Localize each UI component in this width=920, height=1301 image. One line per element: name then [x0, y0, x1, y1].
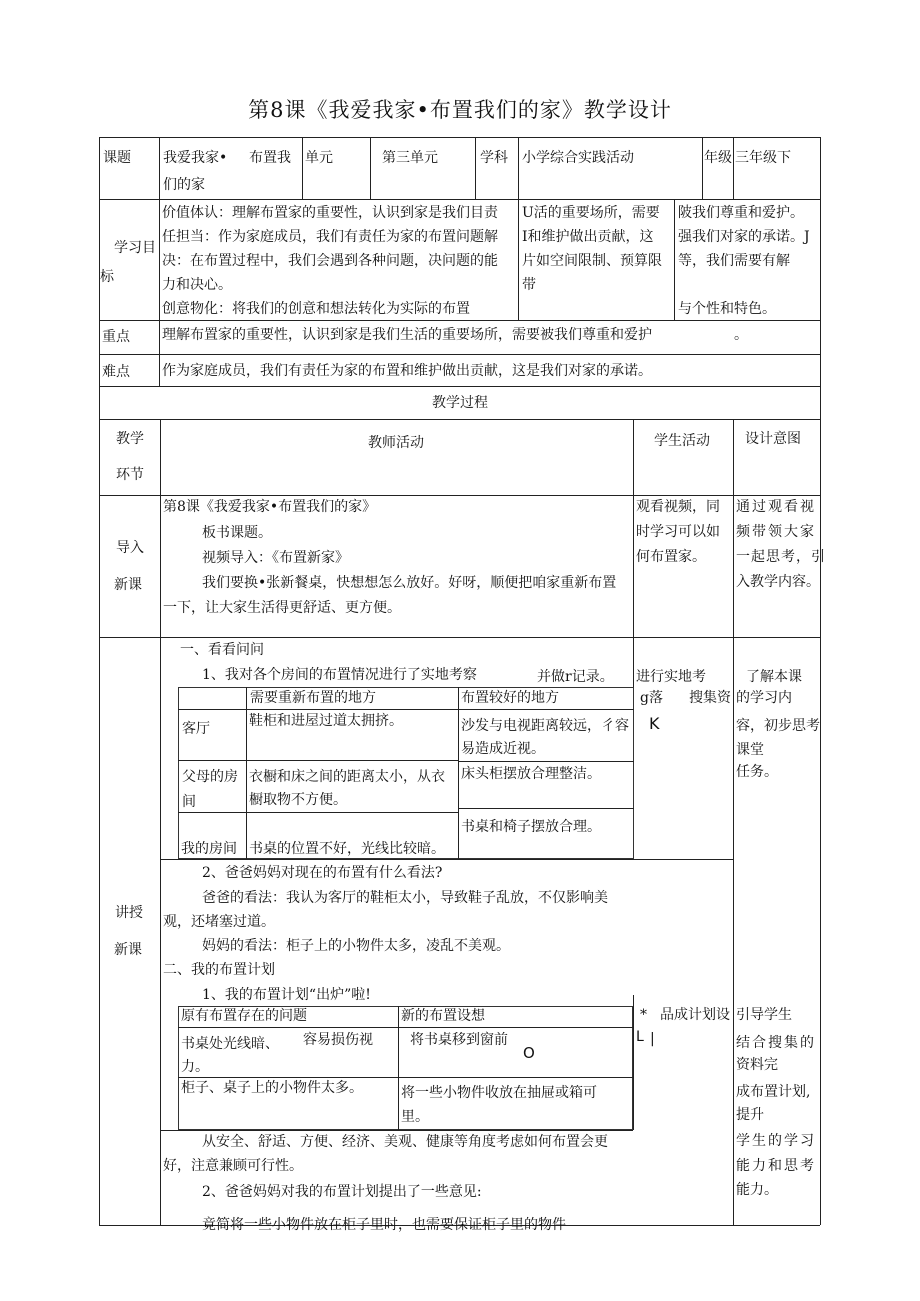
section-1-item-tail: 并做r记录。 — [537, 669, 614, 685]
good-living: 沙发与电视距离较远，彳容 — [461, 718, 629, 734]
col-teacher: 教师活动 — [368, 435, 424, 451]
new-items-2: 里。 — [401, 1109, 429, 1125]
room-parents-2: 间 — [182, 794, 196, 810]
unit-label: 单元 — [305, 150, 333, 166]
need-parents-2: 橱取物不方便。 — [249, 792, 347, 808]
need-parents: 衣橱和床之间的距离太小，从衣 — [249, 769, 445, 785]
key-point-text: 理解布置家的重要性，认识到家是我们生活的重要场所，需要被我们尊重和爱护 — [162, 327, 652, 343]
key-point-tail: 。 — [734, 327, 748, 343]
topic-value: 我爱我家• — [163, 150, 228, 166]
good-parents: 床头柜摆放合理整洁。 — [461, 766, 601, 782]
lecture-stage: 讲授 — [115, 905, 143, 921]
section-1-title: 一、看看问问 — [180, 642, 264, 658]
new-items: 将一些小物件收放在抽屉或箱可 — [401, 1085, 597, 1101]
good-living-2: 易造成近视。 — [461, 741, 545, 757]
section-3-title: 二、我的布置计划 — [163, 962, 275, 978]
section-2-item: 2、爸爸妈妈对现在的布置有什么看法? — [202, 865, 443, 881]
subject-value: 小学综合实践活动 — [522, 150, 634, 166]
grade-label: 年级 — [704, 150, 732, 166]
head-good: 布置较好的地方 — [461, 690, 559, 706]
old-desk-part: 容易损伤视 — [303, 1032, 373, 1048]
unit-value: 第三单元 — [382, 150, 438, 166]
topic-label: 课题 — [103, 150, 131, 166]
col-intent: 设计意图 — [745, 431, 801, 447]
goals-label: 学习目 — [114, 240, 156, 256]
room-parents: 父母的房 — [182, 769, 238, 785]
dad-opinion-2: 观，还堵塞过道。 — [163, 914, 275, 930]
intro-stage: 导入 — [116, 540, 144, 556]
head-need: 需要重新布置的地方 — [250, 690, 376, 706]
process-title: 教学过程 — [432, 395, 488, 411]
room-mine: 我的房间 — [181, 841, 237, 857]
section-1-item: 1、我对各个房间的布置情况进行了实地考察 — [202, 667, 477, 683]
consider-text: 从安全、舒适、方便、经济、美观、健康等角度考虑如何布置会更 — [202, 1134, 608, 1150]
intro-stage-2: 新课 — [114, 577, 142, 593]
section-3-item: 1、我的布置计划“出炉”啦! — [202, 987, 371, 1003]
lecture-stage-2: 新课 — [114, 942, 142, 958]
subject-label: 学科 — [480, 150, 508, 166]
old-items: 柜子、桌子上的小物件太多。 — [181, 1080, 363, 1096]
new-desk-mark: O — [523, 1044, 535, 1062]
new-desk: 将书桌移到窗前 — [410, 1032, 508, 1048]
need-living: 鞋柜和进屋过道太拥挤。 — [249, 713, 403, 729]
need-mine: 书桌的位置不好，光线比较暗。 — [249, 841, 445, 857]
key-point-label: 重点 — [102, 329, 130, 345]
page-title: 第8课《我爱我家•布置我们的家》教学设计 — [248, 98, 672, 122]
consider-text-2: 好，注意兼顾可行性。 — [163, 1158, 303, 1174]
clipped-line: 竟简将一些小物件放在柜子里时，也需要保证柜子里的物件 — [202, 1217, 566, 1233]
head-new: 新的布置设想 — [401, 1008, 485, 1024]
dad-opinion: 爸爸的看法：我认为客厅的鞋柜太小，导致鞋子乱放，不仅影响美 — [202, 890, 608, 906]
topic-value-line2: 们的家 — [163, 177, 205, 193]
grade-value: 三年级下 — [735, 150, 791, 166]
col-stage-2: 环节 — [116, 467, 144, 483]
section-4-item: 2、爸爸妈妈对我的布置计划提出了一些意见: — [202, 1184, 482, 1200]
old-desk-2: 力。 — [181, 1059, 209, 1075]
room-living: 客厅 — [182, 721, 210, 737]
goals-label-2: 标 — [100, 269, 114, 285]
col-student: 学生活动 — [654, 433, 710, 449]
head-old: 原有布置存在的问题 — [181, 1008, 307, 1024]
good-mine: 书桌和椅子摆放合理。 — [461, 819, 601, 835]
topic-value-part: 布置我 — [249, 150, 291, 166]
difficulty-text: 作为家庭成员，我们有责任为家的布置和维护做出贡献，这是我们对家的承诺。 — [162, 363, 652, 379]
mom-opinion: 妈妈的看法：柜子上的小物件太多，凌乱不美观。 — [202, 938, 510, 954]
old-desk: 书桌处光线暗、 — [181, 1036, 279, 1052]
col-stage: 教学 — [116, 431, 144, 447]
difficulty-label: 难点 — [102, 364, 130, 380]
